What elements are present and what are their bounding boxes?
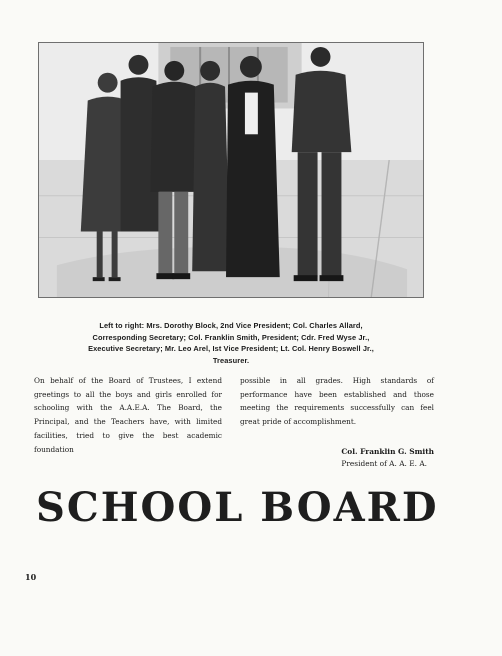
group-photo-illustration xyxy=(39,43,423,297)
photo-caption: Left to right: Mrs. Dorothy Block, 2nd Vice President; Col. Charles Allard, Corresponding Secretary; Col. Franklin Smith, President; Cdr. Fred Wyse Jr., Executive Secretary; Mr. Leo Arel, Ist Vice President; Lt. Col. Henry Boswell Jr., Treasurer. xyxy=(88,321,374,365)
signature-block xyxy=(341,446,434,469)
body-text-right-column: possible in all grades. High standards of performance have been established and those meeting the requirements successfully can feel great pride of accomplishment. xyxy=(240,376,434,427)
signature-name: Col. Franklin G. Smith xyxy=(341,447,434,456)
page-number: 10 xyxy=(25,572,37,582)
signature-role: President of A. A. E. A. xyxy=(341,458,428,468)
section-title: SCHOOL BOARD xyxy=(36,484,439,531)
body-text-left-column: On behalf of the Board of Trustees, I extend greetings to all the boys and girls enrolled for schooling with the A.A.E.A. The Board, the Principal, and the Teachers have, with limited facilities, tried to give the best academic foundation xyxy=(34,376,222,454)
board-group-photo xyxy=(38,42,424,298)
